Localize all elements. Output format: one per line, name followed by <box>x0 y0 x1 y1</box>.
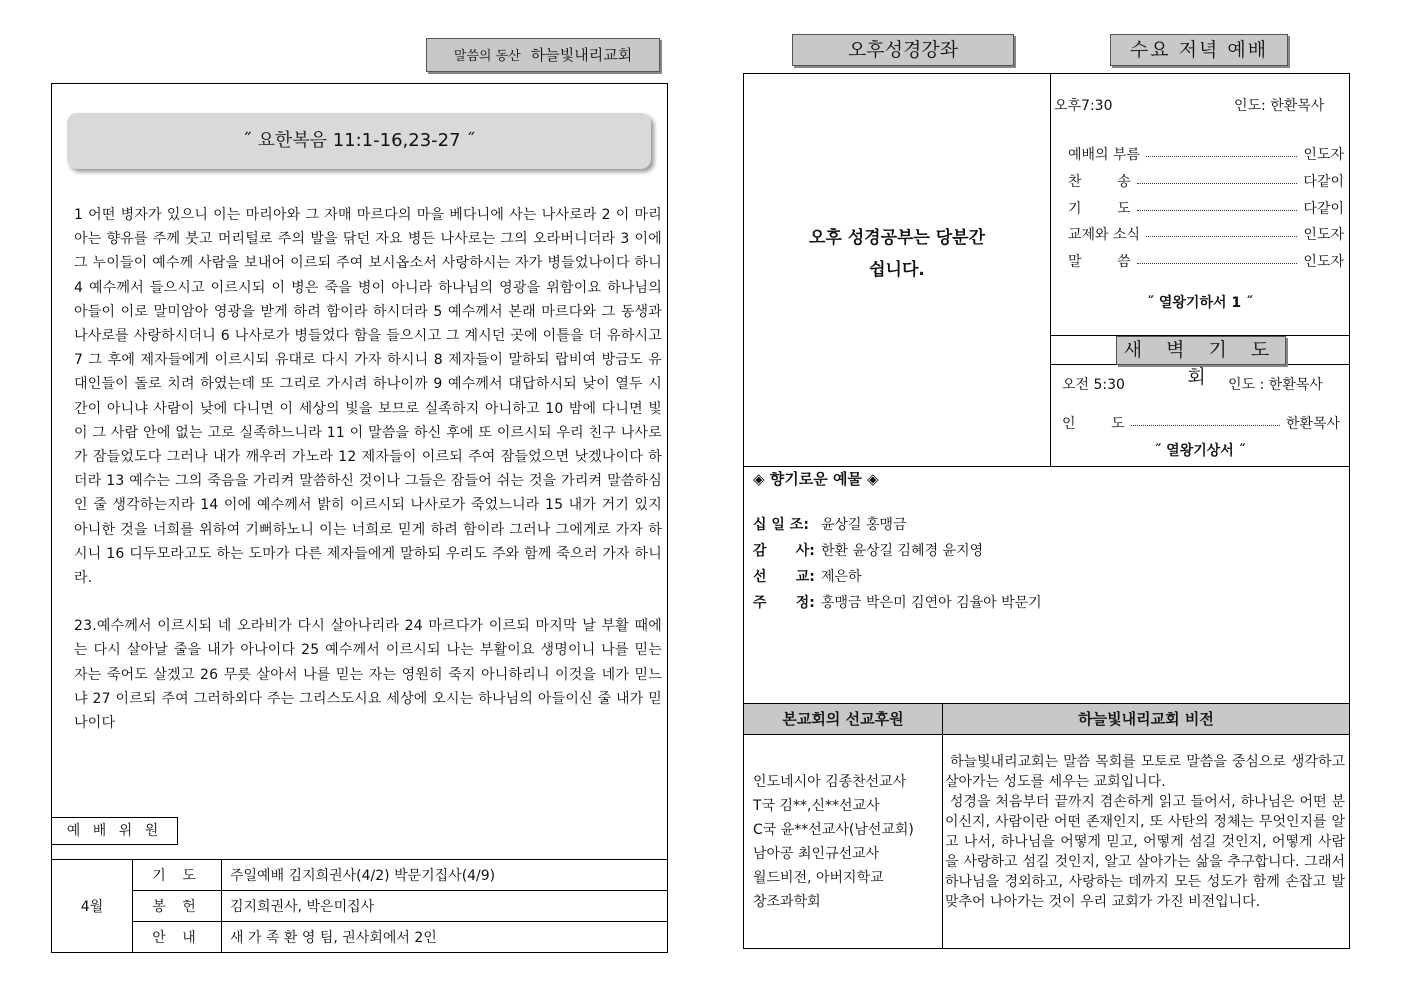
staff-role: 기 도 <box>133 860 222 891</box>
vision-paragraph: 성경을 처음부터 끝까지 겸손하게 읽고 들어서, 하나님은 어떤 분이신지, 사람이란 어떤 존재인지, 또 사탄의 정체는 무엇인지를 알고 나서, 하나님을 어떻게 믿고, 어떻게 섬길 것인지, 어떻게 사람을 사랑하고 섬길 것인지, 알고 살아가는 삶을 추구합니다. 그래서 하나님을 경외하고, 사랑하는 데까지 모든 성도가 함께 손잡고 발 맞추어 나아가는 것이 우리 교회가 가진 비전입니다. <box>945 794 1350 910</box>
scripture-title: ˝ 요한복음 11:1-16,23-27 ˝ <box>67 113 651 169</box>
wednesday-time: 오후7:30 <box>1054 98 1113 114</box>
staff-detail: 김지희권사, 박은미집사 <box>222 891 668 922</box>
dot-leader <box>1137 210 1298 211</box>
dawn-sermon-title: ˝ 열왕기상서 ˝ <box>1154 443 1246 459</box>
dawn-leader: 인도 : 한환목사 <box>1228 377 1323 393</box>
offering-label: 선 교: <box>753 569 815 585</box>
offering-names: 한환 윤상길 김혜경 윤지영 <box>821 543 984 559</box>
order-label: 말 씀 <box>1068 254 1131 270</box>
divider <box>942 703 943 949</box>
dot-leader <box>1137 183 1298 184</box>
dawn-time: 오전 5:30 <box>1062 377 1125 393</box>
order-item <box>1062 413 1340 433</box>
afternoon-notice <box>744 222 1050 286</box>
church-name: 하늘빛내리교회 <box>530 46 633 64</box>
afternoon-bible-class-tab: 오후성경강좌 <box>792 34 1014 66</box>
vision-text <box>945 752 1350 912</box>
offering-row <box>753 540 983 560</box>
order-label: 기 도 <box>1068 201 1131 217</box>
table-row <box>52 891 668 922</box>
table-row <box>52 922 668 953</box>
scripture-paragraph: 23.예수께서 이르시되 네 오라비가 다시 살아나리라 24 마르다가 이르되 마지막 날 부활 때에는 다시 살아날 줄을 내가 아나이다 25 예수께서 이르시되 나는 부활이요 생명이니 나를 믿는 자는 죽어도 살겠고 26 무릇 살아서 나를 믿는 자는 영원히 죽지 아니하리니 이것을 네가 믿느냐 27 이르되 주여 그러하외다 주는 그리스도시요 세상에 오시는 하나님의 아들이신 줄 내가 믿나이다 <box>74 618 662 732</box>
mission-list <box>753 770 914 914</box>
wednesday-sermon-title: ˝ 열왕기하서 1 ˝ <box>1147 295 1253 311</box>
divider <box>1050 73 1051 466</box>
offering-label: 감 사: <box>753 543 815 559</box>
list-item: 남아공 최인규선교사 <box>753 846 880 862</box>
order-label: 인 도 <box>1062 416 1125 432</box>
order-item <box>1068 251 1344 271</box>
order-item <box>1068 144 1344 164</box>
vision-paragraph: 하늘빛내리교회는 말씀 목회를 모토로 말씀을 중심으로 생각하고 살아가는 성도를 세우는 교회입니다. <box>945 754 1350 790</box>
offering-label: 십 일 조: <box>753 517 809 533</box>
order-item <box>1068 224 1344 244</box>
staff-role: 안 내 <box>133 922 222 953</box>
mission-support-header: 본교회의 선교후원 <box>744 704 942 734</box>
list-item: C국 윤**선교사(남선교회) <box>753 822 914 838</box>
order-label: 찬 송 <box>1068 174 1131 190</box>
offering-title: ◈ 향기로운 예물 ◈ <box>753 470 879 488</box>
order-value: 다같이 <box>1303 201 1344 217</box>
list-item: 창조과학회 <box>753 894 821 910</box>
offering-names: 제은하 <box>821 569 862 585</box>
order-value: 한환목사 <box>1285 416 1340 432</box>
offering-row <box>753 592 1042 612</box>
scripture-paragraph: 1 어떤 병자가 있으니 이는 마리아와 그 자매 마르다의 마을 베다니에 사는 나사로라 2 이 마리아는 향유를 주께 붓고 머리털로 주의 발을 닦던 자요 병든 나사로는 그의 오라버니더라 3 이에 그 누이들이 예수께 사람을 보내어 이르되 주여 보시옵소서 사랑하시는 자가 병들었나이다 하니 4 예수께서 들으시고 이르시되 이 병은 죽을 병이 아니라 하나님의 영광을 위함이요 하나님의 아들이 이로 말미암아 영광을 받게 하려 함이라 하시더라 5 예수께서 본래 마르다와 그 동생과 나사로를 사랑하시더니 6 나사로가 병들었다 함을 들으시고 그 계시던 곳에 이틀을 더 유하시고 7 그 후에 제자들에게 이르시되 유대로 다시 가자 하시니 8 제자들이 말하되 랍비여 방금도 유대인들이 돌로 치려 하였는데 또 그리로 가시려 하나이까 9 예수께서 대답하시되 낮이 열두 시간이 아니냐 사람이 낮에 다니면 이 세상의 빛을 보므로 실족하지 아니하고 10 밤에 다니면 빛이 그 사람 안에 없는 고로 실족하느니라 11 이 말씀을 하신 후에 또 이르시되 우리 친구 나사로가 잠들었도다 그러나 내가 깨우러 가노라 12 제자들이 이르되 주여 잠들었으면 낫겠나이다 하더라 13 예수는 그의 죽음을 가리켜 말씀하신 것이나 그들은 잠들어 쉬는 것을 가리켜 말씀하심인 줄 생각하는지라 14 이에 예수께서 밝히 이르시되 나사로가 죽었느니라 15 내가 거기 있지 아니한 것을 너희를 위하여 기뻐하노니 이는 너희로 믿게 하려 함이라 그러나 그에게로 가자 하시니 16 디두모라고도 하는 도마가 다른 제자들에게 말하되 우리도 주와 함께 죽으러 가자 하니라. <box>74 207 662 587</box>
staff-detail: 새 가 족 환 영 팀, 권사회에서 2인 <box>222 922 668 953</box>
dot-leader <box>1137 263 1298 264</box>
notice-line: 오후 성경공부는 당분간 <box>808 228 986 248</box>
dot-leader <box>1146 236 1297 237</box>
table-row <box>52 860 668 891</box>
order-item <box>1068 198 1344 218</box>
offering-names: 윤상길 홍맹금 <box>821 517 907 533</box>
scripture-text <box>74 203 662 759</box>
divider <box>743 466 1350 467</box>
offering-row <box>753 566 862 586</box>
church-vision-header: 하늘빛내리교회 비전 <box>943 704 1349 734</box>
dawn-prayer-tab: 새 벽 기 도 회 <box>1116 336 1286 365</box>
divider <box>743 734 1350 735</box>
offering-names: 홍맹금 박은미 김연아 김율아 박문기 <box>821 595 1042 611</box>
dot-leader <box>1131 425 1280 426</box>
wednesday-leader: 인도: 한환목사 <box>1234 98 1325 114</box>
staff-detail: 주일예배 김지희권사(4/2) 박문기집사(4/9) <box>222 860 668 891</box>
worship-staff-label: 예 배 위 원 <box>51 817 178 845</box>
order-value: 인도자 <box>1303 227 1344 243</box>
worship-staff-table <box>51 859 668 953</box>
church-motto: 말씀의 동산 <box>453 49 521 64</box>
staff-month: 4월 <box>52 860 133 953</box>
order-value: 인도자 <box>1303 254 1344 270</box>
wednesday-service-tab: 수요 저녁 예배 <box>1110 34 1288 66</box>
offering-row <box>753 514 907 534</box>
list-item: 인도네시아 김종찬선교사 <box>753 774 907 790</box>
order-value: 인도자 <box>1303 147 1344 163</box>
list-item: T국 김**,신**선교사 <box>753 798 880 814</box>
order-label: 예배의 부름 <box>1068 147 1141 163</box>
order-value: 다같이 <box>1303 174 1344 190</box>
dot-leader <box>1146 156 1297 157</box>
order-item <box>1068 171 1344 191</box>
list-item: 월드비전, 아버지학교 <box>753 870 884 886</box>
church-name-tag <box>426 38 660 72</box>
order-label: 교제와 소식 <box>1068 227 1141 243</box>
offering-label: 주 정: <box>753 595 815 611</box>
notice-line: 쉽니다. <box>869 260 925 280</box>
staff-role: 봉 헌 <box>133 891 222 922</box>
